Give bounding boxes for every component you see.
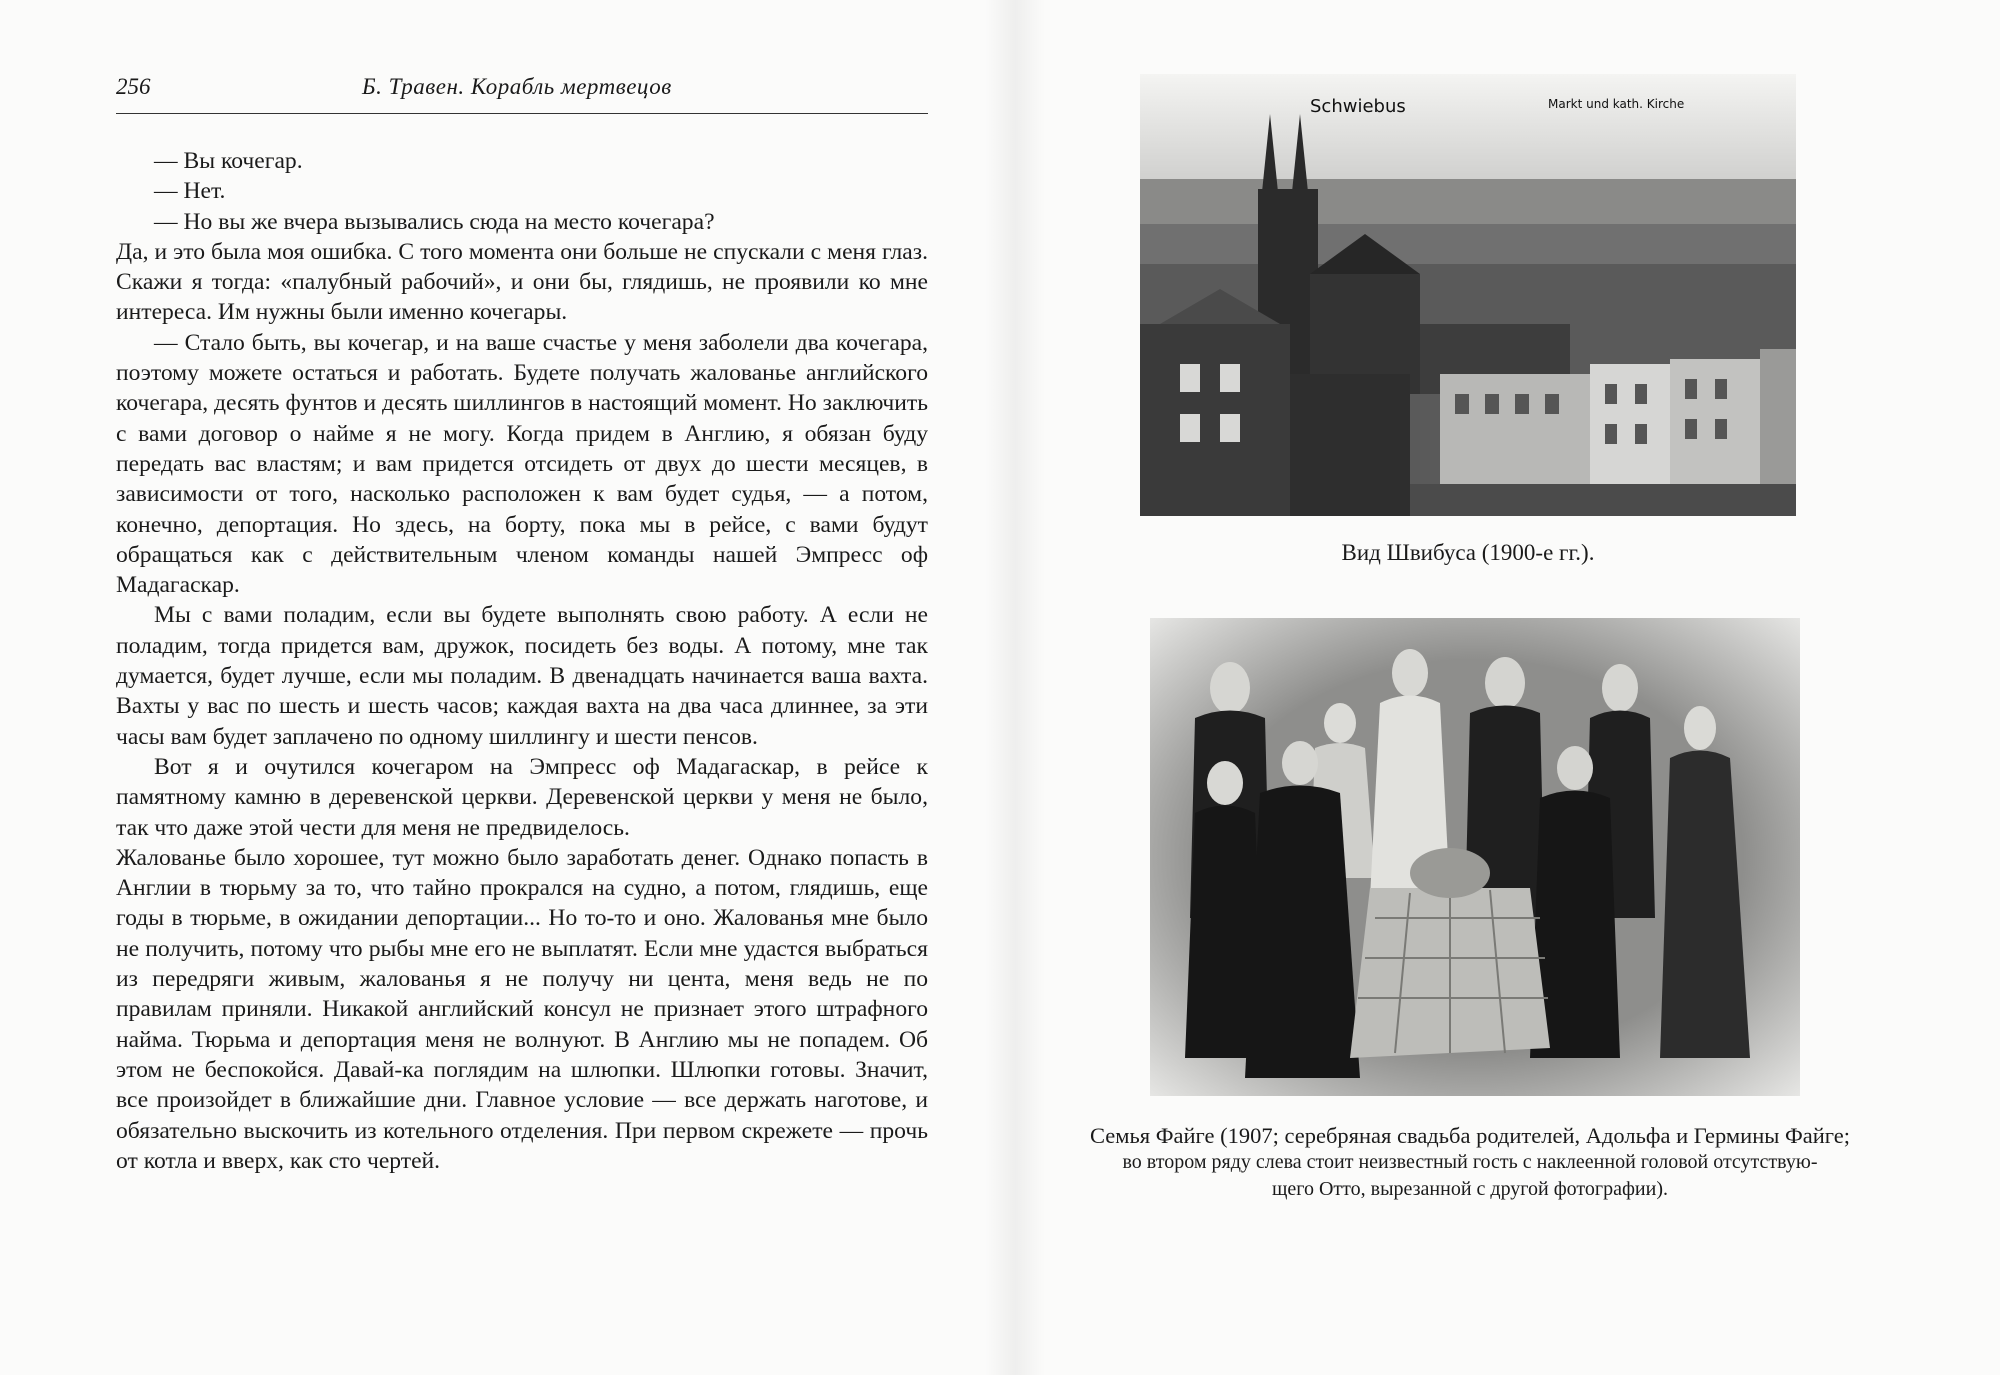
left-page xyxy=(0,0,990,1375)
paragraph: Да, и это была моя ошибка. С того момента они больше не спускали с меня глаз. Скажи я тогда: «палубный рабочий», и они бы, глядишь, не проявили ко мне интереса. Им нужны были именно кочегары. xyxy=(116,238,928,326)
family-caption-line2: во втором ряду слева стоит неизвестный гость с наклеенной головой отсутствую- xyxy=(1122,1151,1818,1173)
town-photo-caption: Вид Швибуса (1900-е гг.). xyxy=(1341,540,1595,565)
header-rule xyxy=(116,113,928,114)
town-photo-label: Schwiebus xyxy=(1310,96,1406,117)
family-caption-line1: Семья Файге (1907; серебряная свадьба родителей, Адольфа и Гермины Файге; xyxy=(1090,1123,1850,1148)
paragraph: — Стало быть, вы кочегар, и на ваше счастье у меня заболели два кочегара, поэтому можете остаться и работать. Будете получать жалованье английского кочегара, десять фунтов и десять шиллингов в настоящий момент. Но заключить с вами договор о найме я не могу. Когда придем в Англию, я обязан буду передать вас властям; и вам придется отсидеть от двух до шести месяцев, в зависимости от того, насколько расположен к вам будет судья, — а потом, конечно, депортация. Но здесь, на борту, пока мы в рейсе, с вами будут обращаться как с действительным членом команды нашей Эмпресс оф Мадагаскар. xyxy=(116,329,928,599)
paragraph: Вот я и очутился кочегаром на Эмпресс оф Мадагаскар, в рейсе к памятному камню в деревенской церкви. Деревенской церкви у меня не было, так что даже этой чести для меня не предвиделось. xyxy=(116,753,928,841)
right-page xyxy=(1030,0,2000,1375)
town-photo xyxy=(1140,74,1796,516)
family-photo-illustration xyxy=(1150,618,1800,1096)
running-head xyxy=(116,74,928,114)
paragraph: — Вы кочегар. xyxy=(154,148,303,174)
paragraph: Мы с вами поладим, если вы будете выполнять свою работу. А если не поладим, тогда придется вам, дружок, посидеть без воды. А потому, мне так думается, будет лучше, если мы поладим. В двенадцать начинается ваша вахта. Вахты у вас по шесть и шесть часов; каждая вахта на два часа длиннее, за эти часы вам будет заплачено по одному шиллингу и шести пенсов. xyxy=(116,602,928,750)
town-photo-illustration xyxy=(1140,74,1796,516)
page-number: 256 xyxy=(116,74,151,99)
family-caption-line3: щего Отто, вырезанной с другой фотографии). xyxy=(1271,1178,1668,1200)
paragraph: Жалованье было хорошее, тут можно было заработать денег. Однако попасть в Англии в тюрьму за то, что тайно прокрался на судно, а потом, глядишь, еще годы в тюрьме, в ожидании депортации... Но то-то и оно. Жалованья мне было не получить, потому что рыбы мне его не выплатят. Если мне удастся выбраться из передряги живым, жалованья я не получу ни цента, меня ведь не по правилам приняли. Никакой английский консул не признает этого штрафного найма. Тюрьма и депортация меня не волнуют. В Англию мы не попадем. Об этом не беспокойся. Давай-ка поглядим на шлюпки. Шлюпки готовы. Значит, все произойдет в ближайшие дни. Главное условие — все держать наготове, и обязательно выскочить из котельного отделения. При первом скрежете — прочь от котла и вверх, как сто чертей. xyxy=(116,844,928,1174)
paragraph: — Нет. xyxy=(154,178,226,205)
family-photo-caption xyxy=(1070,1122,1870,1203)
running-title: Б. Травен. Корабль мертвецов xyxy=(362,74,672,99)
body-text xyxy=(116,146,928,1176)
town-photo-sublabel: Markt und kath. Kirche xyxy=(1548,97,1685,111)
family-photo xyxy=(1150,618,1800,1096)
paragraph: — Но вы же вчера вызывались сюда на место кочегара? xyxy=(154,208,715,235)
